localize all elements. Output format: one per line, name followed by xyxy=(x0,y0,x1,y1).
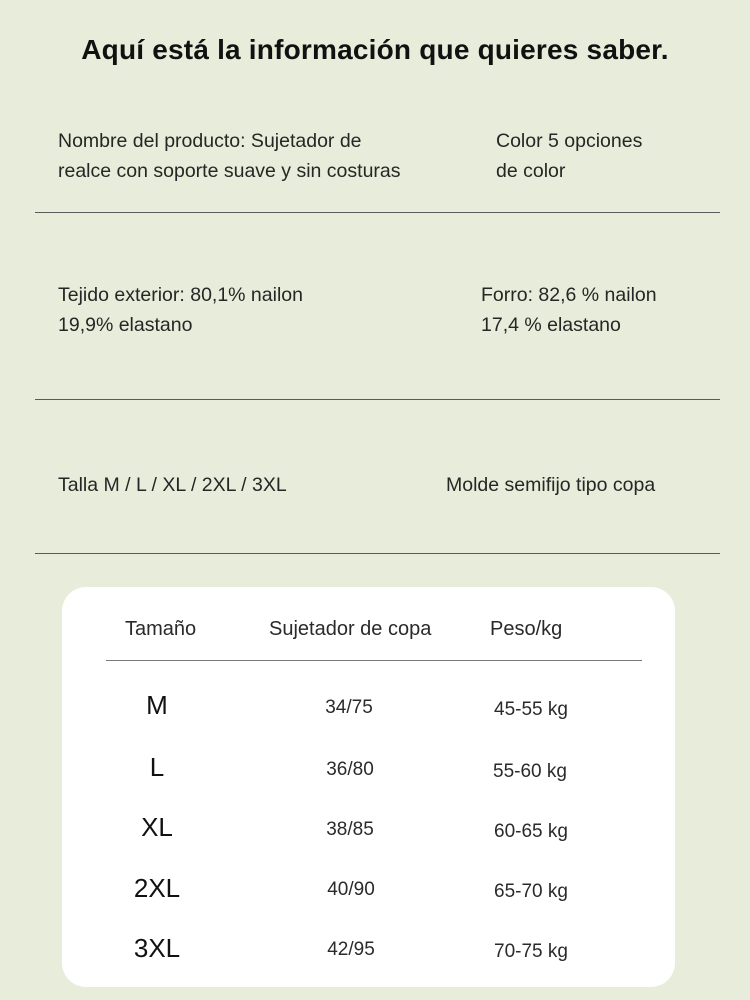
color-options-text: Color 5 opciones de color xyxy=(496,130,643,182)
divider xyxy=(35,212,720,213)
row-cup: 36/80 xyxy=(326,759,374,780)
header-cup: Sujetador de copa xyxy=(269,618,432,640)
table-header-divider xyxy=(106,660,642,661)
row-size: 2XL xyxy=(133,873,181,903)
row-weight: 60-65 kg xyxy=(494,821,568,842)
page-title: Aquí está la información que quieres saber. xyxy=(81,34,669,65)
row-cup: 38/85 xyxy=(326,819,374,840)
outer-fabric-text: Tejido exterior: 80,1% nailon 19,9% elastano xyxy=(58,284,303,336)
product-name-text: Nombre del producto: Sujetador de realce con soporte suave y sin costuras xyxy=(58,130,401,182)
row-size: M xyxy=(146,690,168,720)
row-cup: 34/75 xyxy=(325,697,373,718)
mold-text: Molde semifijo tipo copa xyxy=(446,474,656,496)
row-size: L xyxy=(149,752,165,782)
header-size: Tamaño xyxy=(125,618,197,640)
header-weight: Peso/kg xyxy=(490,618,563,640)
row-weight: 45-55 kg xyxy=(494,699,568,720)
row-weight: 65-70 kg xyxy=(494,881,568,902)
row-weight: 70-75 kg xyxy=(494,941,568,962)
sizes-text: Talla M / L / XL / 2XL / 3XL xyxy=(58,474,287,496)
row-size: XL xyxy=(141,812,173,842)
row-cup: 42/95 xyxy=(327,939,375,960)
divider xyxy=(35,553,720,554)
size-chart-card xyxy=(62,587,675,987)
row-size: 3XL xyxy=(133,933,181,963)
divider xyxy=(35,399,720,400)
lining-text: Forro: 82,6 % nailon 17,4 % elastano xyxy=(481,284,657,336)
row-cup: 40/90 xyxy=(327,879,375,900)
row-weight: 55-60 kg xyxy=(493,761,567,782)
